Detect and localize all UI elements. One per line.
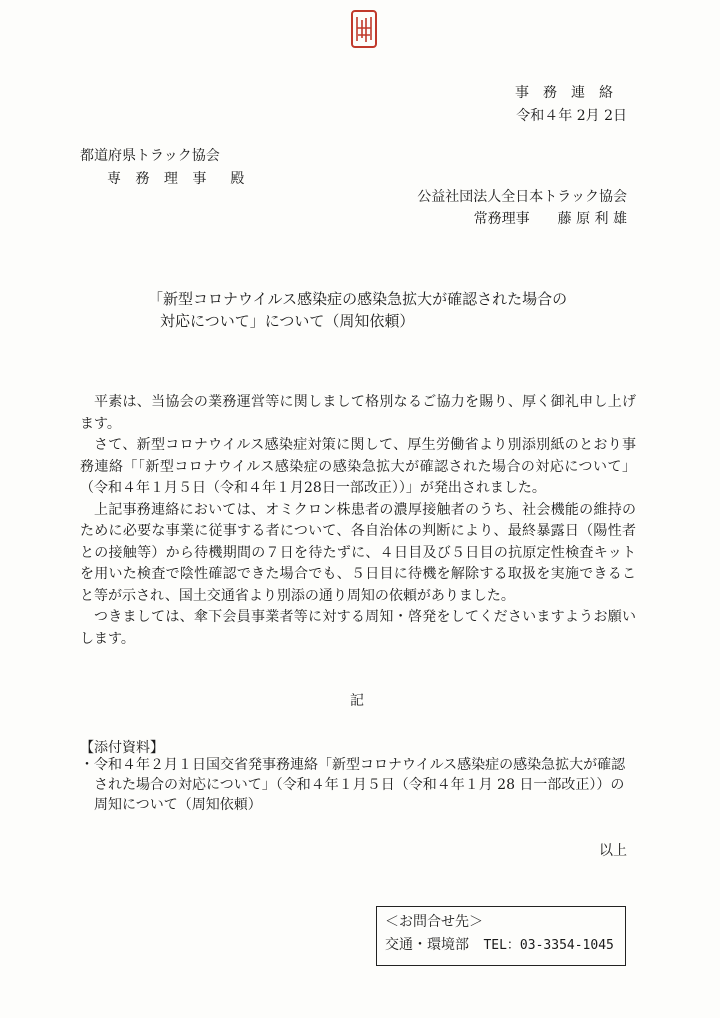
body-paragraph-1: 平素は、当協会の業務運営等に関しまして格別なるご協力を賜り、厚く御礼申し上げます。: [80, 394, 636, 432]
recipient-org: 都道府県トラック協会: [80, 148, 220, 164]
document-type: 事務連絡: [515, 85, 627, 101]
sender-org: 公益社団法人全日本トラック協会: [417, 189, 627, 205]
closing-mark: 以上: [599, 843, 627, 859]
document-date: 令和４年 2月 2日: [516, 108, 627, 124]
body-paragraph-4: つきましては、傘下会員事業者等に対する周知・啓発をしてくださいますようお願いします。: [80, 609, 636, 647]
contact-box: [376, 906, 626, 966]
subject: [148, 288, 608, 332]
contact-line: [385, 934, 617, 957]
contact-heading: ＜お問合せ先＞: [385, 914, 483, 930]
contact-tel: TEL：03-3354-1045: [483, 938, 614, 953]
attachment-item: ・令和４年２月１日国交省発事務連絡「新型コロナウイルス感染症の感染急拡大が確認された場合の対応について」（令和４年１月５日（令和４年１月 28 日一部改正））の周知について（周知依頼）: [80, 757, 626, 813]
body-paragraph-2: さて、新型コロナウイルス感染症対策に関して、厚生労働省より別添別紙のとおり事務連絡「「新型コロナウイルス感染症の感染急拡大が確認された場合の対応について」（令和４年１月５日（令和４年１月28日一部改正））」が発出されました。: [80, 437, 636, 496]
attachment-label: 【添付資料】: [80, 740, 164, 756]
body-text: [80, 392, 636, 650]
recipient-title: 専 務 理 事 殿: [107, 171, 250, 187]
red-seal-icon: [349, 8, 379, 52]
body-paragraph-3: 上記事務連絡においては、オミクロン株患者の濃厚接触者のうち、社会機能の維持のために必要な事業に従事する者について、各自治体の判断により、最終暴露日（陽性者との接触等）から待機期間の７日を待たずに、４日目及び５日目の抗原定性検査キットを用いた検査で陰性確認できた場合でも、５日目に待機を解除する取扱を実施できること等が示され、国土交通省より別添の通り周知の依頼がありました。: [80, 501, 636, 604]
sender-person: 常務理事 藤 原 利 雄: [473, 211, 627, 227]
subject-line-2: 対応について」について（周知依頼）: [160, 312, 415, 330]
contact-dept: 交通・環境部: [385, 937, 469, 953]
subject-line-1: 「新型コロナウイルス感染症の感染急拡大が確認された場合の: [148, 290, 568, 308]
ki-mark: 記: [350, 693, 364, 709]
